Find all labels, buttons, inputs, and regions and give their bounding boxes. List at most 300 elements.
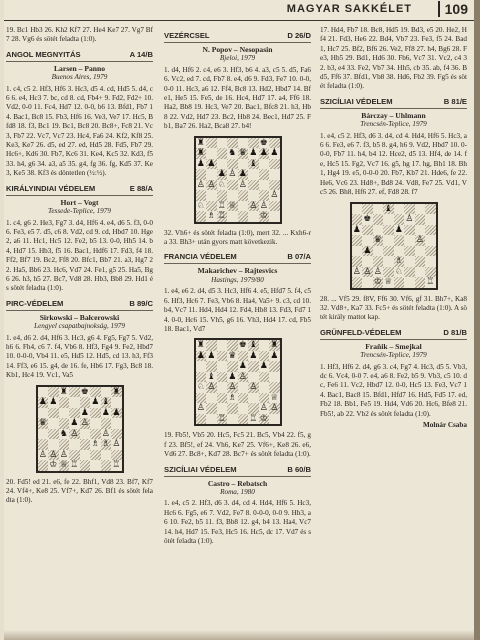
column-3: [320, 26, 467, 430]
board-square: [69, 408, 80, 419]
chess-piece-p: ♟: [394, 224, 403, 235]
board-square: [101, 408, 112, 419]
board-square: [217, 201, 228, 212]
board-square: [238, 340, 249, 351]
board-square: [69, 460, 80, 471]
chess-piece-P: ♙: [249, 382, 258, 393]
board-square: [238, 351, 249, 362]
board-square: [69, 397, 80, 408]
board-square: [373, 277, 384, 288]
eco-code: A 14/B: [129, 49, 153, 59]
board-square: [248, 190, 259, 201]
game-players: Sirkowski – Bałcerowski: [39, 312, 120, 322]
chess-piece-p: ♟: [270, 350, 279, 361]
chess-piece-p: ♟: [70, 418, 79, 429]
board-square: [259, 148, 270, 159]
board-square: [90, 397, 101, 408]
board-square: [196, 414, 207, 425]
chess-piece-P: ♙: [38, 449, 47, 460]
board-square: [196, 393, 207, 404]
board-square: [269, 201, 280, 212]
board-square: [404, 225, 415, 236]
section-title: SZICÍLIAI VÉDELEM: [164, 464, 237, 474]
board-square: [217, 159, 228, 170]
board-square: [269, 159, 280, 170]
board-square: [217, 372, 228, 383]
chess-piece-q: ♛: [373, 235, 382, 245]
chess-piece-p: ♟: [207, 350, 216, 361]
board-square: [227, 403, 238, 414]
board-square: [227, 372, 238, 383]
board-square: [196, 190, 207, 201]
board-square: [217, 340, 228, 351]
section-title: KIRÁLYINDIAI VÉDELEM: [6, 183, 96, 193]
board-square: [383, 267, 394, 278]
board-square: [394, 246, 405, 257]
board-square: [59, 397, 70, 408]
chess-piece-k: ♚: [80, 386, 89, 397]
board-square: [362, 214, 373, 225]
board-square: [111, 460, 122, 471]
chess-piece-R: ♖: [112, 460, 121, 471]
board-square: [38, 439, 49, 450]
board-square: [196, 361, 207, 372]
chess-piece-R: ♖: [249, 413, 258, 424]
board-square: [415, 204, 426, 215]
board-square: [362, 225, 373, 236]
chess-piece-r: ♜: [112, 386, 121, 397]
board-square: [352, 225, 363, 236]
game-event: Buenos Aires, 1979: [51, 73, 108, 82]
chess-piece-P: ♙: [70, 428, 79, 439]
board-square: [48, 387, 59, 398]
chess-piece-r: ♜: [196, 148, 205, 159]
board-square: [48, 418, 59, 429]
game-moves: 19. Bc1 Hb3 26. Kh2 Kf7 27. He4 Ke7 27. Vg7 Bf7 28. Vg6 és sötét feladta (1:0).: [6, 26, 153, 44]
chess-piece-N: ♘: [217, 179, 226, 190]
board-square: [373, 214, 384, 225]
section-title: GRÜNFELD-VÉDELEM: [320, 327, 402, 337]
board-square: [248, 169, 259, 180]
chess-piece-p: ♟: [207, 158, 216, 169]
game-players: Fraňik – Smejkal: [365, 341, 422, 351]
chess-piece-b: ♝: [249, 340, 258, 351]
board-square: [196, 403, 207, 414]
board-square: [206, 211, 217, 222]
board-square: [196, 351, 207, 362]
book-spine-edge: [474, 0, 480, 640]
eco-code: D 81/B: [443, 327, 467, 337]
chess-piece-P: ♙: [249, 200, 258, 211]
board-square: [111, 408, 122, 419]
board-square: [269, 148, 280, 159]
board-square: [196, 211, 207, 222]
board-square: [269, 351, 280, 362]
board-square: [80, 429, 91, 440]
board-square: [248, 393, 259, 404]
game-moves: 1. e4, d6 2. d4, Hf6 3. Hc3, g6 4. Fg5, Fg7 5. Vd2, h6 6. Fh4, c6 7. f4, Vb6 8. Hf3, Fg4 9. Fe2, Hbd7 10. 0-0-0, Vb4 11. e5, Hd5 12. Hd5, cd 13. h3, Ff3 14. Ff3, e6 15. g4, de 16. fe, Hb6 17. Fg3, Bc8 18. Kb1, Hc4 19. Vc1, Va5: [6, 333, 153, 380]
board-square: [259, 372, 270, 383]
chess-piece-p: ♟: [238, 169, 247, 180]
board-square: [238, 393, 249, 404]
eco-code: B 81/E: [443, 96, 467, 106]
section-heading: [320, 97, 467, 109]
board-square: [415, 246, 426, 257]
chess-piece-P: ♙: [270, 190, 279, 201]
board-square: [404, 204, 415, 215]
board-square: [425, 267, 436, 278]
board-square: [59, 429, 70, 440]
chess-piece-p: ♟: [249, 350, 258, 361]
board-square: [259, 138, 270, 149]
chess-piece-B: ♗: [394, 256, 403, 266]
board-square: [248, 361, 259, 372]
chess-piece-P: ♙: [207, 382, 216, 393]
chess-piece-p: ♟: [270, 148, 279, 159]
chess-piece-P: ♙: [49, 449, 58, 460]
board-square: [48, 429, 59, 440]
board-square: [206, 372, 217, 383]
chess-piece-R: ♖: [217, 211, 226, 222]
board-square: [238, 169, 249, 180]
game-players: N. Popov – Nesopasin: [202, 45, 273, 54]
board-square: [48, 408, 59, 419]
board-square: [269, 180, 280, 191]
board-square: [259, 403, 270, 414]
chess-piece-K: ♔: [259, 211, 268, 222]
chess-piece-p: ♟: [91, 397, 100, 408]
section-heading: [320, 328, 467, 340]
column-2: [164, 26, 311, 546]
board-square: [90, 460, 101, 471]
board-square: [238, 148, 249, 159]
board-square: [404, 256, 415, 267]
chess-piece-P: ♙: [259, 200, 268, 211]
chess-piece-N: ♘: [196, 200, 205, 211]
chess-piece-P: ♙: [228, 169, 237, 180]
chess-piece-N: ♘: [394, 266, 403, 277]
board-square: [238, 414, 249, 425]
board-square: [80, 439, 91, 450]
chess-piece-p: ♟: [80, 407, 89, 418]
board-square: [101, 418, 112, 429]
board-square: [269, 372, 280, 383]
board-square: [352, 267, 363, 278]
board-square: [38, 450, 49, 461]
board-square: [80, 450, 91, 461]
board-square: [238, 138, 249, 149]
chess-piece-Q: ♕: [270, 392, 279, 403]
chess-piece-b: ♝: [101, 397, 110, 408]
board-square: [238, 372, 249, 383]
board-square: [362, 277, 373, 288]
section-heading: [6, 50, 153, 62]
board-square: [352, 277, 363, 288]
board-square: [373, 225, 384, 236]
game-moves: 32. Vh6+ és sötét feladta (1:0), mert 32. ... Kxh6-ra 33. Bh3+ után gyors matt következik.: [164, 228, 311, 247]
board-square: [352, 204, 363, 215]
board-square: [259, 340, 270, 351]
chess-piece-P: ♙: [101, 428, 110, 439]
chess-piece-p: ♟: [112, 407, 121, 418]
board-square: [227, 159, 238, 170]
board-square: [259, 211, 270, 222]
board-square: [259, 190, 270, 201]
board-square: [90, 429, 101, 440]
board-square: [383, 246, 394, 257]
chess-piece-B: ♗: [91, 439, 100, 450]
board-square: [111, 439, 122, 450]
board-square: [415, 267, 426, 278]
section-title: ANGOL MEGNYITÁS: [6, 49, 81, 59]
board-square: [248, 351, 259, 362]
chess-piece-P: ♙: [59, 449, 68, 460]
game-event: Bjeloi, 1979: [219, 54, 256, 63]
chess-piece-B: ♗: [101, 439, 110, 450]
board-square: [352, 235, 363, 246]
board-square: [227, 211, 238, 222]
game-players: Makarichev – Rajtesvics: [197, 266, 278, 276]
board-square: [383, 204, 394, 215]
board-square: [59, 418, 70, 429]
board-square: [217, 403, 228, 414]
chess-piece-R: ♖: [217, 200, 226, 211]
game-moves: 1. d4, Hf6 2. c4, e6 3. Hf3, b6 4. a3, c5 5. d5, Fa6 6. Vc2, ed 7. cd, Fb7 8. e4, d6 9. Fd3, Fe7 10. 0-0, 0-0 11. Hc3, a6 12. Ff4, Bc8 13. Hd2, Hbd7 14. Bfe1, He5 15. Fe5, de 16. Hc4, Hd7 17. a4, Ff6 18. Ha2, Bb8 19. Hc3, Ve7 20. Bac1, Bfc8 21. h3, Hb8 22. Vd2, Hd7 23. Bc2, Hb8 24. Bec1, Hd7 25. Fb1, Ba7 26. Ha2, Bca8 27. b4!: [164, 65, 311, 131]
board-square: [111, 418, 122, 429]
board-square: [196, 169, 207, 180]
board-square: [259, 382, 270, 393]
board-square: [206, 190, 217, 201]
chess-piece-P: ♙: [373, 266, 382, 277]
chess-piece-B: ♗: [228, 392, 237, 403]
board-square: [90, 408, 101, 419]
board-square: [69, 387, 80, 398]
board-square: [259, 414, 270, 425]
chess-piece-k: ♚: [238, 340, 247, 351]
chess-piece-P: ♙: [238, 179, 247, 190]
board-square: [101, 450, 112, 461]
board-square: [217, 382, 228, 393]
board-square: [38, 429, 49, 440]
board-square: [217, 393, 228, 404]
board-square: [48, 397, 59, 408]
chess-piece-p: ♟: [101, 407, 110, 418]
chess-piece-P: ♙: [259, 403, 268, 414]
page-bottom-shadow: [4, 630, 474, 640]
game-event: Trencsén-Teplice, 1979: [360, 120, 427, 129]
board-square: [425, 277, 436, 288]
board-square: [111, 387, 122, 398]
board-square: [394, 256, 405, 267]
board-square: [259, 361, 270, 372]
chess-piece-r: ♜: [196, 137, 205, 148]
board-square: [206, 414, 217, 425]
board-square: [59, 408, 70, 419]
board-square: [248, 138, 259, 149]
board-square: [38, 418, 49, 429]
board-square: [383, 256, 394, 267]
board-square: [269, 340, 280, 351]
chess-piece-P: ♙: [363, 266, 372, 277]
board-square: [269, 414, 280, 425]
chess-piece-k: ♚: [259, 137, 268, 148]
board-square: [80, 397, 91, 408]
chess-piece-p: ♟: [249, 148, 258, 159]
board-square: [373, 267, 384, 278]
board-square: [404, 267, 415, 278]
board-square: [248, 180, 259, 191]
section-heading: [6, 299, 153, 311]
board-square: [196, 372, 207, 383]
board-square: [111, 397, 122, 408]
board-square: [383, 277, 394, 288]
board-square: [206, 340, 217, 351]
game-event: Roma, 1980: [220, 487, 255, 496]
chess-piece-P: ♙: [405, 214, 414, 224]
board-square: [362, 204, 373, 215]
board-square: [373, 204, 384, 215]
board-square: [352, 214, 363, 225]
board-square: [217, 138, 228, 149]
chess-piece-p: ♟: [196, 158, 205, 169]
board-square: [196, 201, 207, 212]
chess-piece-q: ♛: [38, 418, 47, 429]
board-square: [415, 277, 426, 288]
chess-diagram: [194, 136, 282, 224]
chess-piece-P: ♙: [270, 403, 279, 414]
eco-code: B 60/B: [287, 464, 311, 474]
board-square: [38, 460, 49, 471]
board-square: [101, 387, 112, 398]
chess-piece-p: ♟: [259, 148, 268, 159]
board-square: [217, 169, 228, 180]
chess-piece-N: ♘: [196, 382, 205, 393]
board-square: [206, 361, 217, 372]
page-number: 109: [438, 1, 468, 17]
game-event: Hastings, 1979/80: [211, 275, 264, 284]
board-square: [217, 351, 228, 362]
board-square: [259, 201, 270, 212]
game-moves: 1. c4, g6 2. He3, Fg7 3. d4, Hf6 4. e4, d6 5. f3, 0-0 6. Fe3, e5 7. d5, c6 8. Vd2, cd 9. cd, Hbd7 10. Hge2, a6 11. Hc1, Hc5 12. Fe2, b5 13. 0-0, Hh5 14. b4, Hd7 15. Hb3, f5 16. Bac1, Hdf6 17. Fd3, f4 18. Ff2, Bf7 19. Bc2, Ff8 20. Bfc1, Bb7 21. a3, Hg7 22. Ha5, Bb6 23. Hc6, Vd7 24. Fe1, g5 25. Ha5, Bg6 26. h3, h5 27. Bc7, Vd8 28. Hb3, Bb8 29. Hd1 és sötét feladta (1:0).: [6, 218, 153, 293]
section-heading: [6, 184, 153, 196]
board-square: [206, 393, 217, 404]
board-square: [80, 387, 91, 398]
board-square: [269, 393, 280, 404]
chess-piece-p: ♟: [38, 397, 47, 408]
chess-piece-R: ♖: [217, 413, 226, 424]
board-square: [425, 204, 436, 215]
board-square: [59, 450, 70, 461]
game-event: Trencsén-Teplice, 1979: [360, 351, 427, 360]
chess-piece-p: ♟: [49, 397, 58, 408]
board-square: [269, 361, 280, 372]
board-square: [394, 277, 405, 288]
board-square: [217, 148, 228, 159]
board-square: [38, 408, 49, 419]
chess-piece-Q: ♕: [59, 460, 68, 471]
section-title: SZICÍLIAI VÉDELEM: [320, 96, 393, 106]
board-square: [248, 201, 259, 212]
section-title: PIRC-VÉDELEM: [6, 298, 64, 308]
board-square: [394, 235, 405, 246]
board-square: [373, 235, 384, 246]
chess-piece-r: ♜: [196, 340, 205, 351]
chess-piece-P: ♙: [238, 371, 247, 382]
board-square: [227, 201, 238, 212]
chess-diagram: [350, 202, 438, 290]
chess-piece-p: ♟: [259, 361, 268, 372]
board-square: [394, 225, 405, 236]
chess-piece-p: ♟: [217, 169, 226, 180]
board-square: [248, 211, 259, 222]
game-players: Larsen – Panno: [53, 63, 106, 73]
chess-piece-n: ♞: [228, 148, 237, 159]
board-square: [90, 387, 101, 398]
chess-diagram: [36, 385, 124, 473]
chess-diagram: [194, 338, 282, 426]
board-square: [206, 403, 217, 414]
board-square: [362, 235, 373, 246]
board-square: [394, 204, 405, 215]
book-page: [4, 0, 474, 640]
column-1: [6, 26, 153, 506]
board-square: [59, 387, 70, 398]
board-square: [227, 361, 238, 372]
board-square: [111, 450, 122, 461]
chess-piece-P: ♙: [112, 439, 121, 450]
board-square: [248, 414, 259, 425]
board-square: [238, 382, 249, 393]
game-moves: 1. e4, e6 2. d4, d5 3. Hc3, Hf6 4. e5, Hfd7 5. f4, c5 6. Hf3, Hc6 7. Fe3, Vb6 8. Ha4, Va5+ 9. c3, cd 10. b4, Vc7 11. Hd4, Hd4 12. Fd4, Hb8 13. Fd3, Fd7 14. 0-0, Hc6 15. Vh5, g6 16. Vh3, Hd4 17. cd, Fb5 18. Bac1, Vd7: [164, 287, 311, 333]
board-square: [206, 382, 217, 393]
board-square: [394, 214, 405, 225]
chess-piece-B: ♗: [207, 211, 216, 222]
board-square: [415, 214, 426, 225]
board-square: [383, 214, 394, 225]
board-square: [248, 159, 259, 170]
section-title: FRANCIA VÉDELEM: [164, 252, 237, 262]
board-square: [90, 418, 101, 429]
board-square: [206, 138, 217, 149]
board-square: [238, 201, 249, 212]
board-square: [227, 190, 238, 201]
board-square: [248, 403, 259, 414]
eco-code: B 07/A: [287, 252, 311, 262]
board-square: [425, 235, 436, 246]
board-square: [38, 387, 49, 398]
board-square: [206, 351, 217, 362]
board-square: [238, 403, 249, 414]
board-square: [352, 246, 363, 257]
board-square: [111, 429, 122, 440]
board-square: [48, 450, 59, 461]
board-square: [48, 439, 59, 450]
board-square: [352, 256, 363, 267]
board-square: [196, 138, 207, 149]
board-square: [227, 138, 238, 149]
board-square: [362, 267, 373, 278]
board-square: [415, 256, 426, 267]
board-square: [238, 361, 249, 372]
eco-code: E 88/A: [129, 183, 153, 193]
game-players: Castro – Rebatsch: [207, 478, 268, 488]
chess-piece-p: ♟: [238, 361, 247, 372]
board-square: [206, 169, 217, 180]
chess-piece-p: ♟: [228, 371, 237, 382]
board-square: [415, 235, 426, 246]
board-square: [373, 256, 384, 267]
board-square: [59, 439, 70, 450]
